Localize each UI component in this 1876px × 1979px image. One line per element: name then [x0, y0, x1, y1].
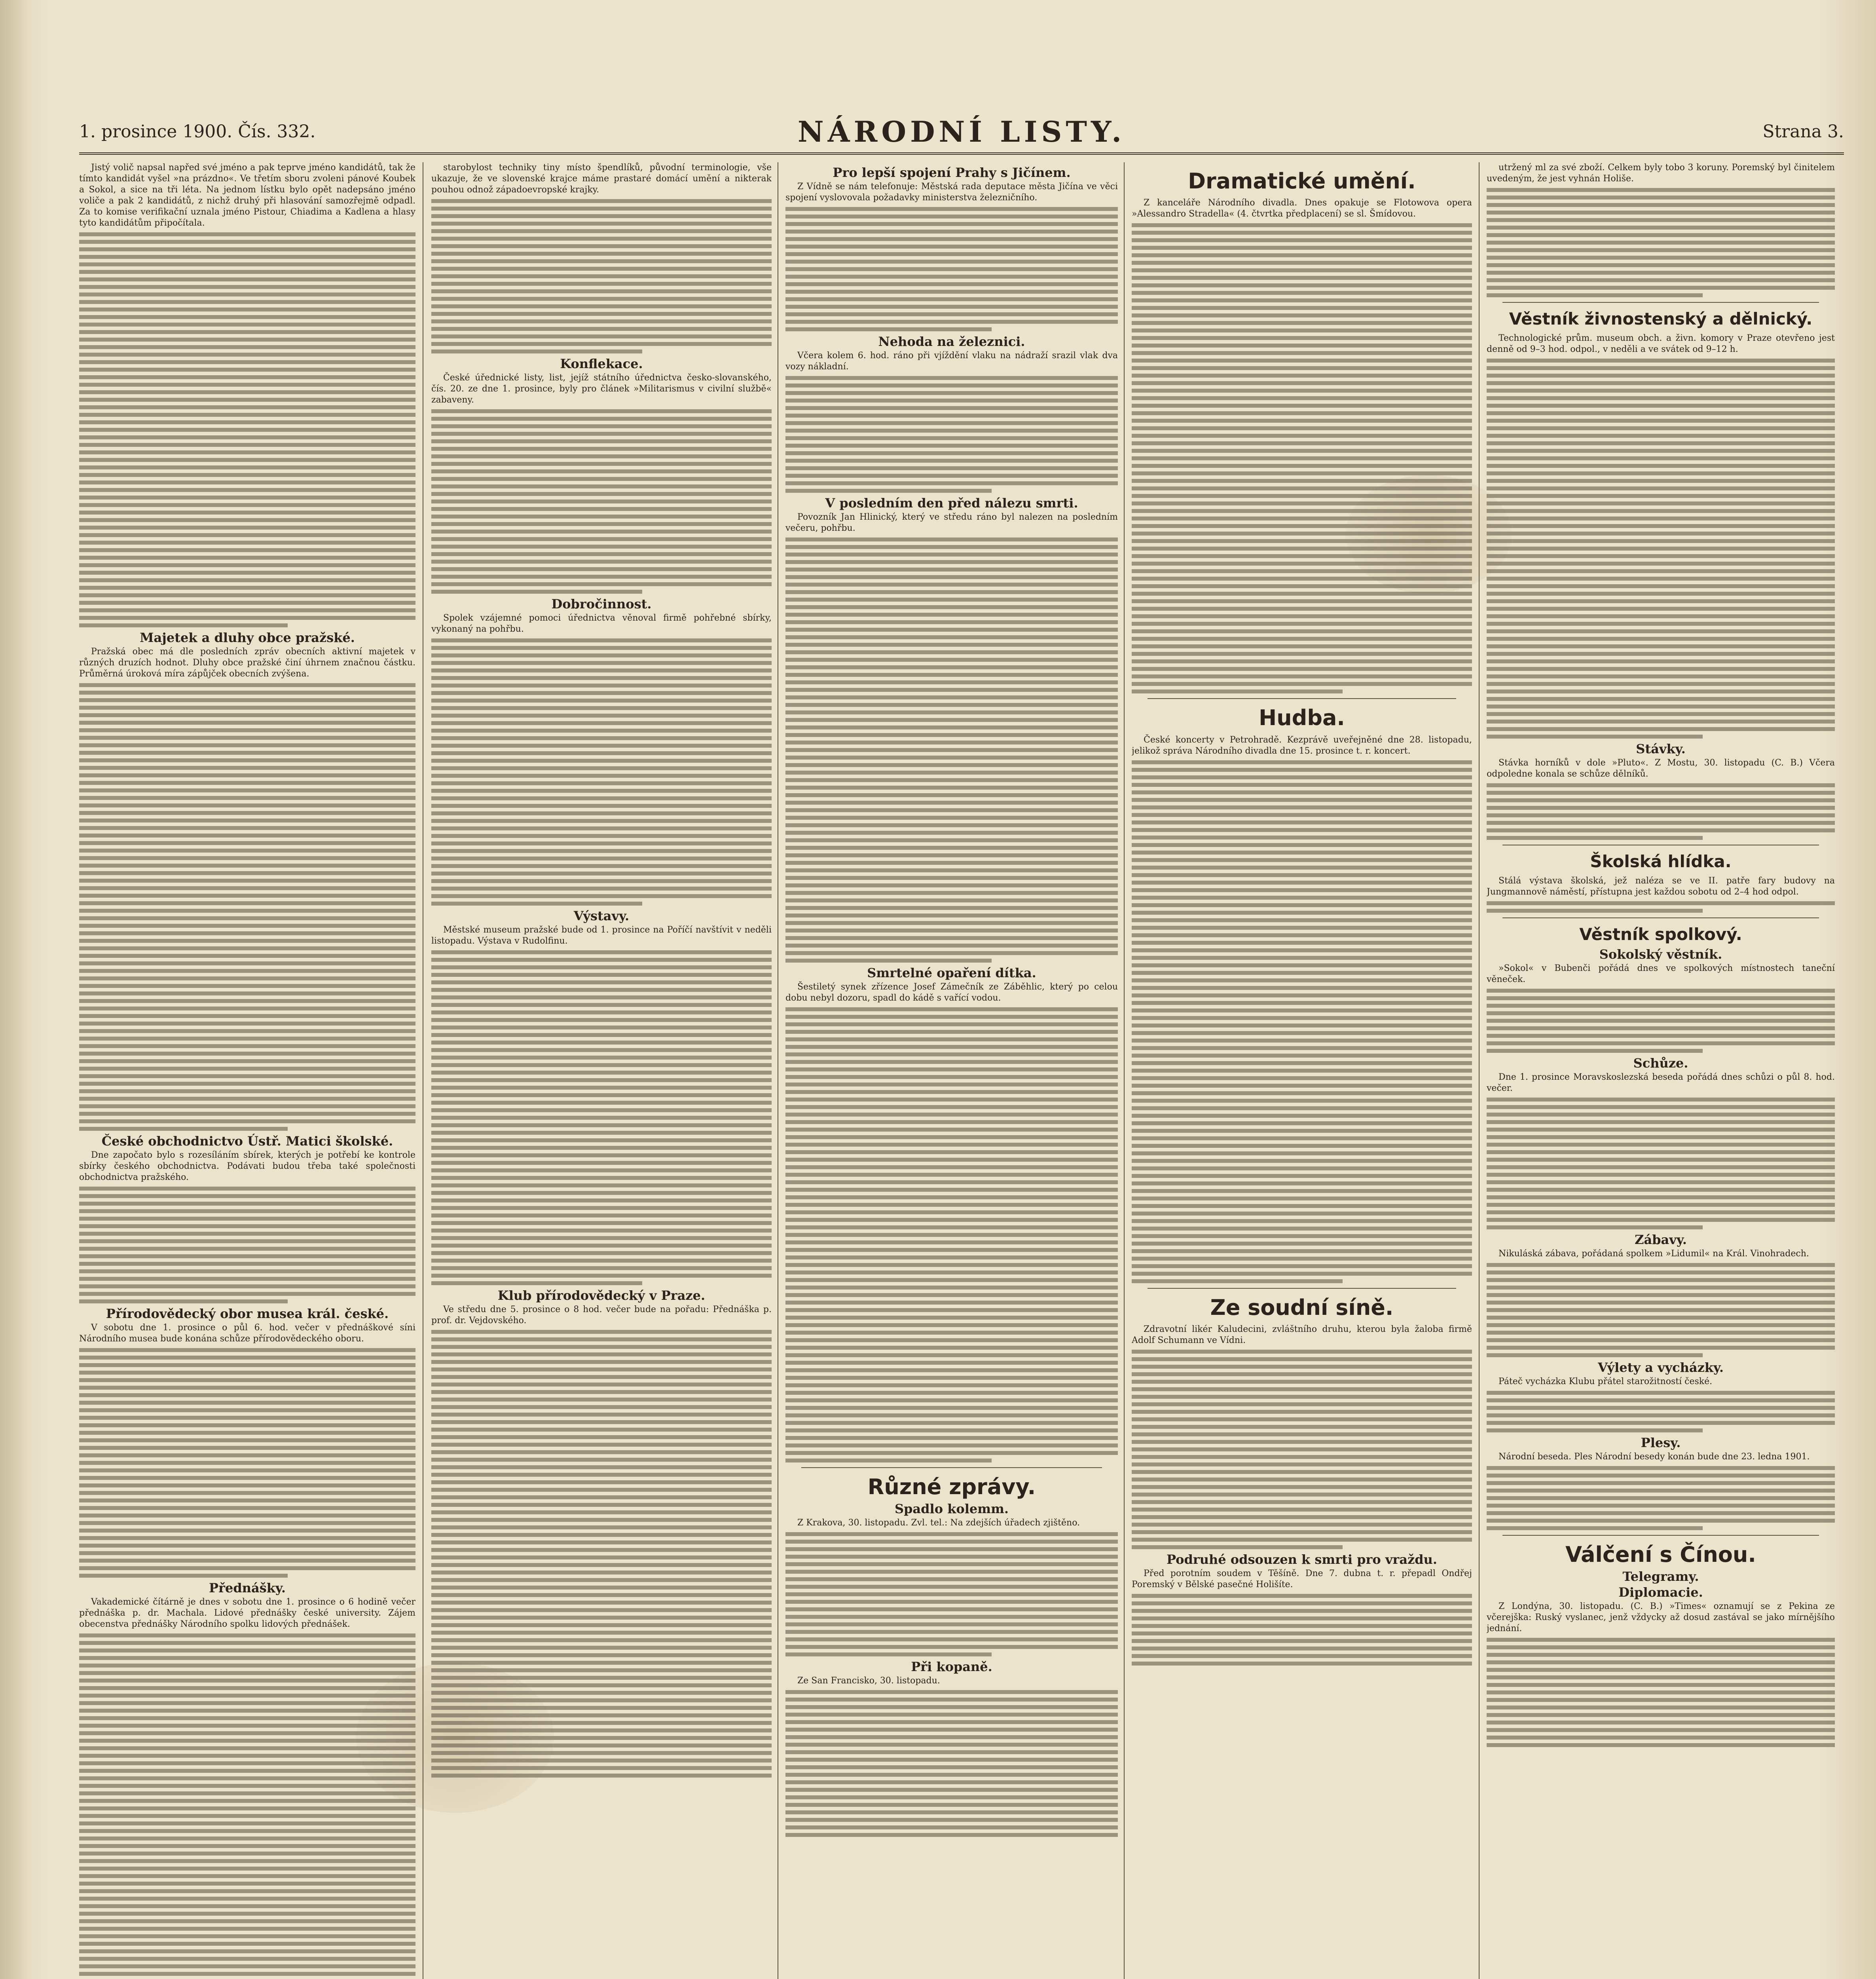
article-heading: Smrtelné opaření dítka. [867, 965, 1036, 980]
column-3 [785, 162, 1118, 1979]
article-heading: Dobročinnost. [551, 596, 652, 612]
issue-date: 1. prosince 1900. Čís. 332. [79, 122, 316, 142]
article-heading: Podruhé odsouzen k smrti pro vraždu. [1166, 1552, 1438, 1567]
article-subheading: Diplomacie. [1618, 1584, 1703, 1600]
column-5 [1487, 162, 1835, 1979]
article-text: Nikuláská zábava, pořádaná spolkem »Lidumil« na Král. Vinohradech. [1499, 1248, 1809, 1259]
page-header [79, 113, 1844, 155]
article-text: Z kanceláře Národního divadla. Dnes opakuje se Flotowova opera »Alessandro Stradella« (4. čtvrtka předplacení) se sl. Šmídovou. [1132, 198, 1472, 219]
article-text: Páteč vycházka Klubu přátel starožitností české. [1499, 1376, 1713, 1386]
article-text: Stávka horníků v dole »Pluto«. Z Mostu, 30. listopadu (C. B.) Včera odpoledne konala se schůze dělníků. [1487, 758, 1835, 779]
section-title: Různé zprávy. [867, 1474, 1036, 1499]
article-text: Jistý volič napsal napřed své jméno a pak teprve jméno kandidátů, tak že tímto kandidát vyšel »na prázdno«. Ve třetím sboru zvoleni pánové Koubek a Sokol, a sice na tři léta. Na jednom lístku bylo opět nadepsáno jméno voliče a pak 2 kandidátů, z nichž druhý při hlasování samozřejmě odpadl. Za to komise verifikační uznala jméno Pistour, Chiadima a Kadlena a hlasy tyto kandidátům připočítala. [79, 163, 415, 228]
article-text: Ze San Francisko, 30. listopadu. [797, 1676, 940, 1686]
article-text: Z Londýna, 30. listopadu. (C. B.) »Times« oznamují se z Pekina ze včerejška: Ruský vyslanec, jenž vždycky až dosud zastával se jako mírnějšího jednání. [1487, 1601, 1835, 1633]
section-divider [1148, 698, 1456, 699]
column-1 [79, 162, 415, 1979]
article-text: Stálá výstava školská, jež naléza se ve II. patře fary budovy na Jungmannově náměstí, přístupna jest každou sobotu od 2–4 hod odpol. [1487, 876, 1835, 897]
section-title: Ze soudní síně. [1210, 1295, 1394, 1320]
article-subheading: Plesy. [1641, 1435, 1681, 1450]
article-text: Z Vídně se nám telefonuje: Městská rada deputace města Jičína ve věci spojení vyslovovala požadavky ministerstva železničního. [785, 182, 1118, 203]
article-text: Včera kolem 6. hod. ráno při vjíždění vlaku na nádraží srazil vlak dva vozy nákladní. [785, 351, 1118, 372]
article-text: starobylost techniky tiny místo špendlíků, původní terminologie, vše ukazuje, že ve slovenské krajce máme prastaré domácí umění a nikterak pouhou odnož západoevropské krajky. [431, 163, 772, 195]
article-heading: Nehoda na železnici. [878, 334, 1025, 349]
article-heading: Stávky. [1636, 741, 1686, 757]
section-divider [1502, 302, 1819, 303]
article-text: Dne 1. prosince Moravskoslezská beseda pořádá dnes schůzi o půl 8. hod. večer. [1487, 1072, 1835, 1093]
article-text: Ve středu dne 5. prosince o 8 hod. večer bude na pořadu: Přednáška p. prof. dr. Vejdovského. [431, 1305, 772, 1326]
article-text: Povozník Jan Hlinický, který ve středu ráno byl nalezen na posledním večeru, pohřbu. [785, 512, 1118, 533]
article-heading: Spadlo kolemm. [894, 1501, 1009, 1517]
article-text: V sobotu dne 1. prosince o půl 6. hod. večer v přednáškové síni Národního musea bude konána schůze přírodovědeckého oboru. [79, 1323, 415, 1344]
article-subheading: Sokolský věstník. [1599, 946, 1722, 962]
article-subheading: Výlety a vycházky. [1597, 1360, 1724, 1375]
article-text: Šestiletý synek zřízence Josef Zámečník ze Záběhlic, který po celou dobu nebyl dozoru, spadl do kádě s vařící vodou. [785, 982, 1118, 1003]
article-subheading: Telegramy. [1622, 1569, 1699, 1584]
column-rule [1124, 162, 1125, 1979]
article-subheading: Schůze. [1633, 1055, 1688, 1071]
article-text: Spolek vzájemné pomoci úřednictva věnoval firmě pohřebné sbírky, vykonaný na pohřbu. [431, 613, 772, 634]
section-title: Věstník spolkový. [1579, 925, 1742, 944]
article-heading: Klub přírodovědecký v Praze. [497, 1288, 706, 1303]
article-text: Národní beseda. Ples Národní besedy konán bude dne 23. ledna 1901. [1499, 1451, 1810, 1462]
article-text: Před porotním soudem v Těšíně. Dne 7. dubna t. r. přepadl Ondřej Poremský v Bělské pasečné Holišíte. [1132, 1569, 1472, 1590]
article-text: Vakademické čítárně je dnes v sobotu dne 1. prosince o 6 hodině večer přednáška p. dr. Machala. Lidové přednášky české university. Zájem obecenstva přednášky Národního spolku lidových přednášek. [79, 1597, 415, 1629]
section-divider [1502, 917, 1819, 918]
article-text: Technologické prům. museum obch. a živn. komory v Praze otevřeno jest denně od 9–3 hod. odpol., v neděli a ve svátek od 9–12 h. [1487, 333, 1835, 355]
article-text: Dne započato bylo s rozesíláním sbírek, kterých je potřebí ke kontrole sbírky českého obchodnictva. Podávati budou třeba také společnosti obchodnictva pražského. [79, 1150, 415, 1182]
article-text: Městské museum pražské bude od 1. prosince na Poříčí navštívit v neděli listopadu. Výstava v Rudolfinu. [431, 925, 772, 946]
section-title: Školská hlídka. [1590, 852, 1732, 872]
article-heading: Přednášky. [209, 1580, 286, 1595]
article-text: Pražská obec má dle posledních zpráv obecních aktivní majetek v různých druzích hodnot. Dluhy obce pražské činí úhrnem značnou částku. Průměrná úroková míra zápůjček obecních zvýšena. [79, 647, 415, 679]
section-title: Hudba. [1259, 705, 1345, 731]
article-text: Z Krakova, 30. listopadu. Zvl. tel.: Na zdejších úřadech zjištěno. [797, 1518, 1080, 1528]
section-title: Dramatické umění. [1188, 169, 1416, 194]
article-heading: Konflekace. [560, 356, 643, 371]
article-heading: Přírodovědecký obor musea král. české. [106, 1306, 389, 1321]
section-divider [1502, 1535, 1819, 1536]
article-heading: Výstavy. [573, 908, 630, 923]
article-heading: Pro lepší spojení Prahy s Jičínem. [833, 165, 1071, 180]
article-heading: V posledním den před nálezu smrti. [825, 496, 1078, 511]
section-divider [1148, 1288, 1456, 1289]
column-2 [431, 162, 772, 1979]
section-title: Válčení s Čínou. [1565, 1542, 1756, 1567]
masthead-title: NÁRODNÍ LISTY. [797, 115, 1126, 148]
article-text: Zdravotní likér Kaludecini, zvláštního druhu, kterou byla žaloba firmě Adolf Schumann ve Vídni. [1132, 1324, 1472, 1346]
column-4 [1132, 162, 1472, 1979]
article-text: České úřednické listy, list, jejíž státního úřednictva česko-slovanského, čís. 20. ze dne 1. prosince, byly pro článek »Militarismus v civilní službě« zabaveny. [431, 373, 772, 405]
article-heading: Při kopaně. [911, 1659, 992, 1675]
column-rule [1479, 162, 1480, 1979]
page-number: Strana 3. [1762, 122, 1844, 142]
section-divider [801, 1467, 1102, 1468]
article-heading: Majetek a dluhy obce pražské. [140, 630, 355, 645]
section-title: Věstník živnostenský a dělnický. [1509, 309, 1813, 329]
article-text: »Sokol« v Bubenči pořádá dnes ve spolkových místnostech taneční věneček. [1487, 963, 1835, 984]
page-fold-shadow [0, 0, 28, 1979]
article-text: utržený ml za své zboží. Celkem byly tobo 3 koruny. Poremský byl činitelem uvedeným, že jest vyhnán Holiše. [1487, 163, 1835, 184]
article-text: České koncerty v Petrohradě. Kezprávě uveřejněné dne 28. listopadu, jelikož správa Národního divadla dne 15. prosince t. r. koncert. [1132, 735, 1472, 756]
article-heading: České obchodnictvo Ústř. Matici školské. [101, 1134, 393, 1149]
article-subheading: Zábavy. [1635, 1232, 1687, 1247]
